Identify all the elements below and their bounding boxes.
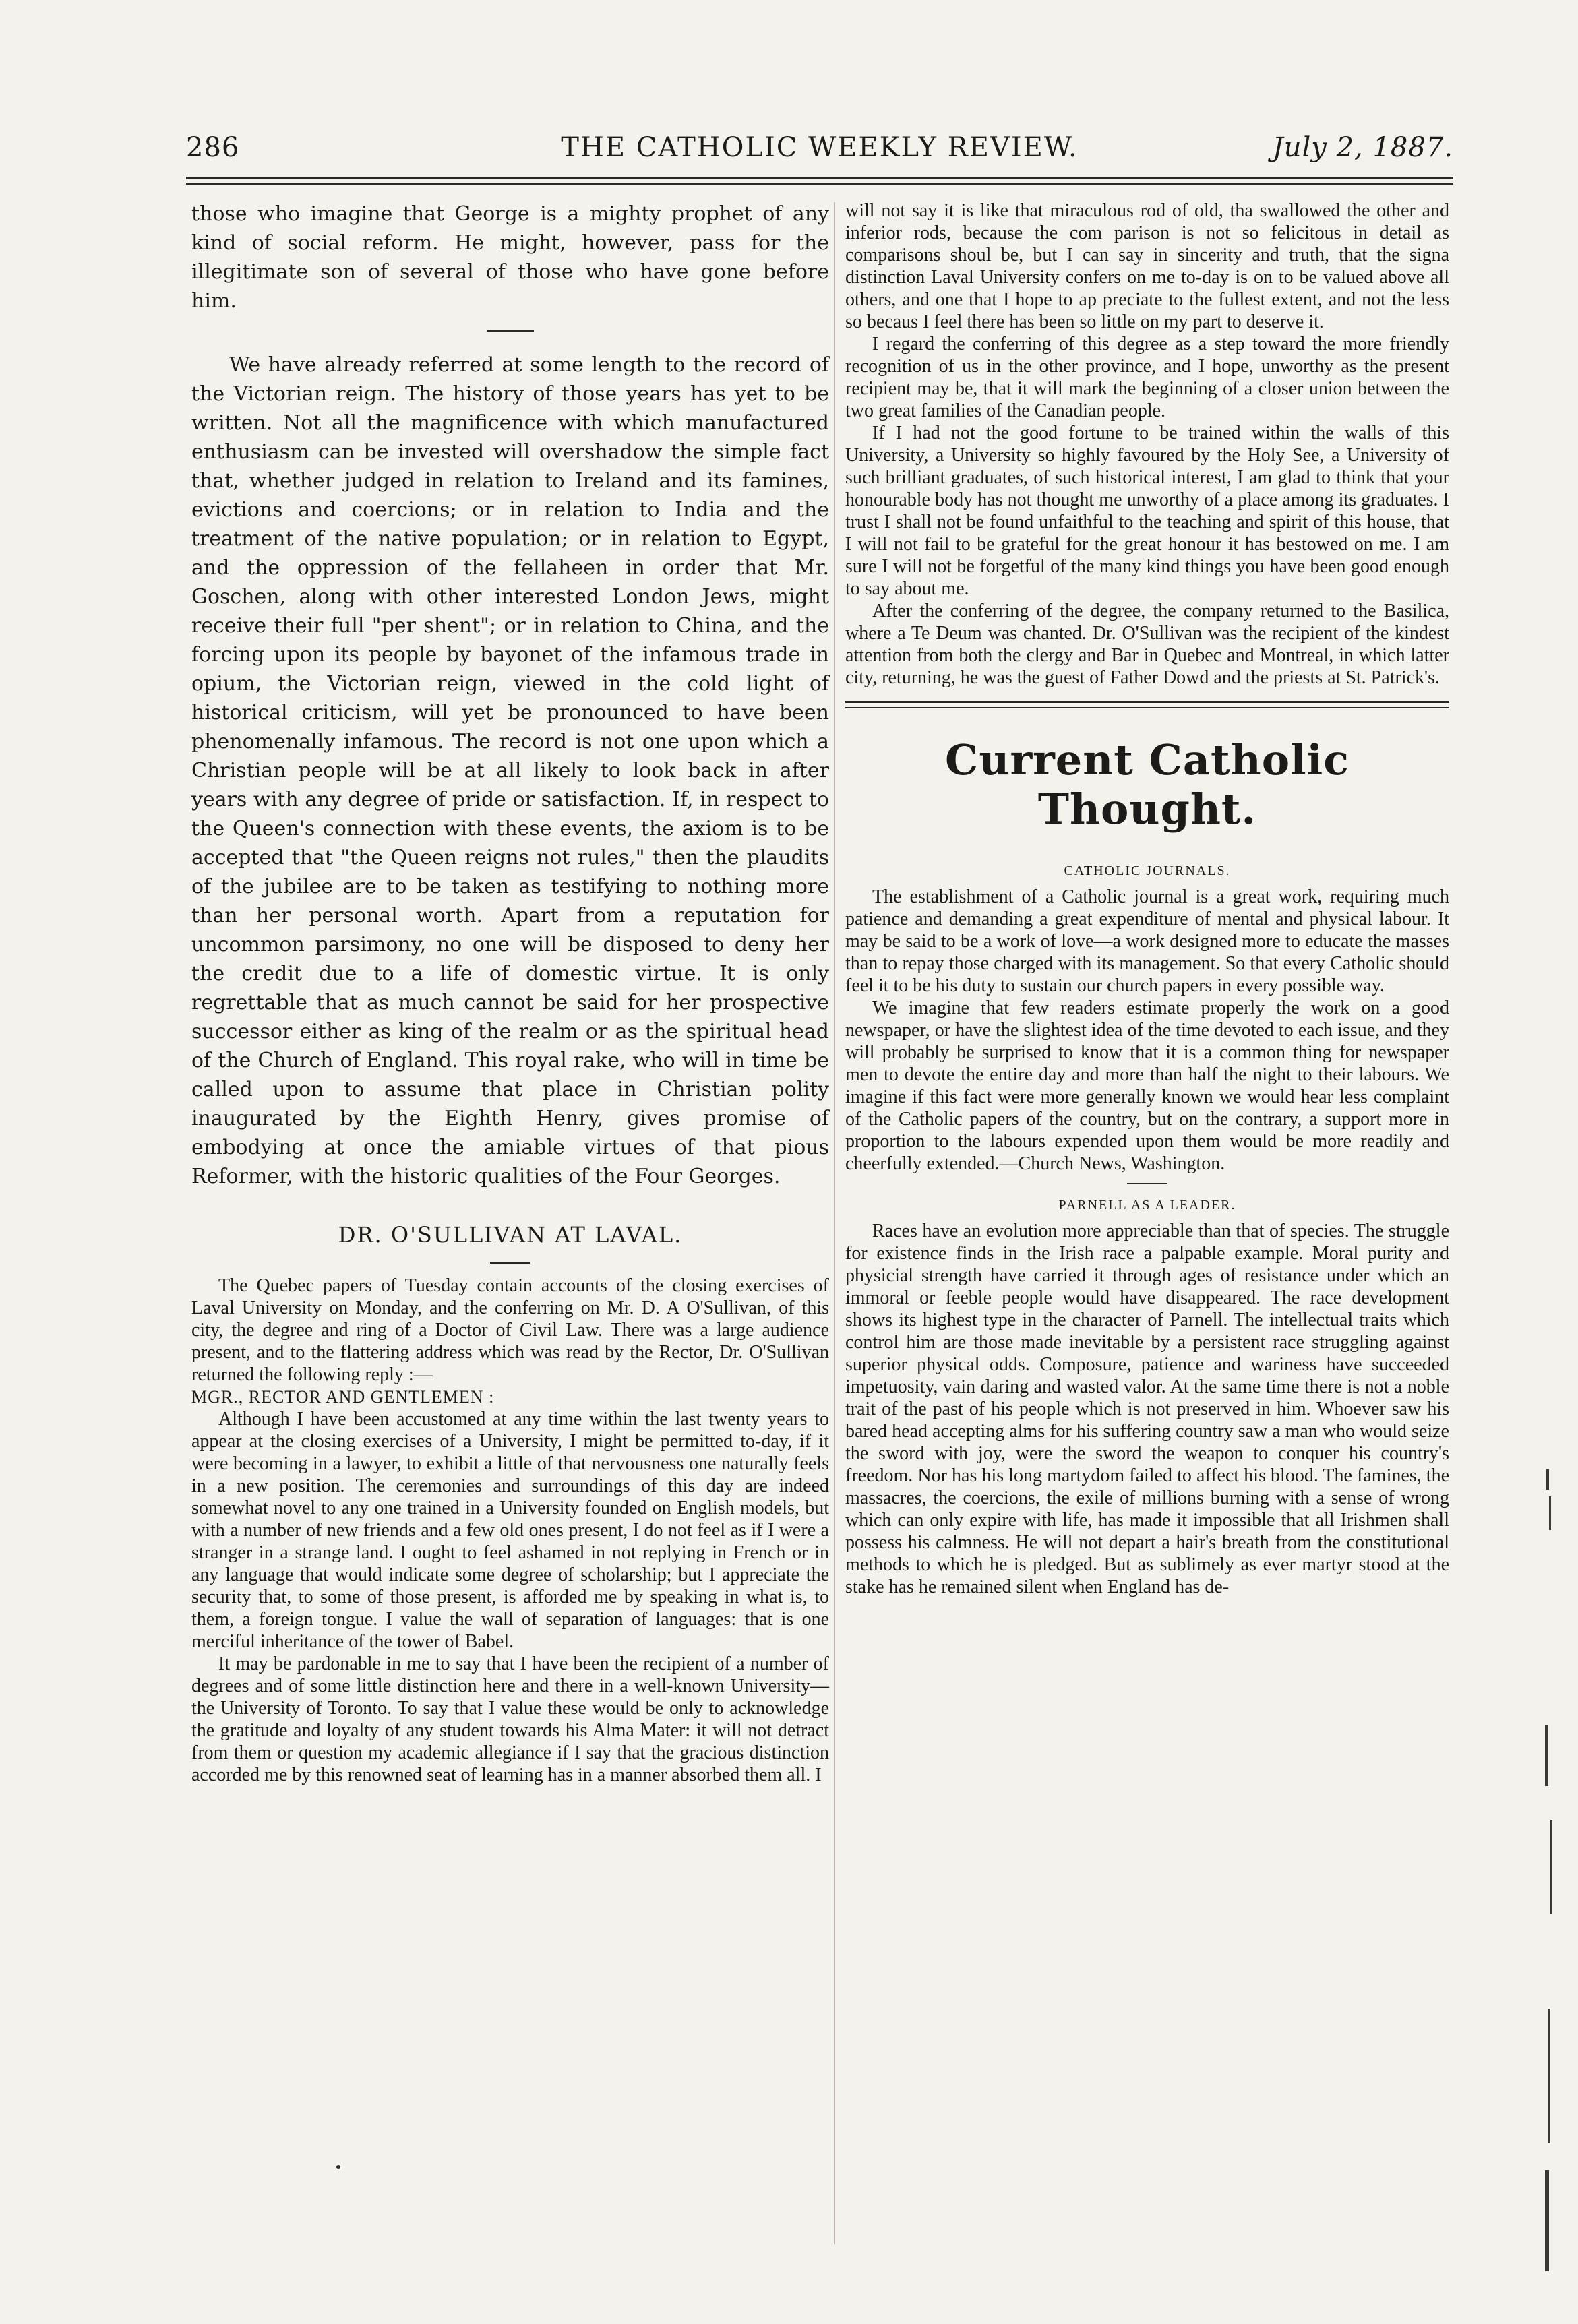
reply-paragraph-1: Although I have been accustomed at any time within the last twenty years to appear at the closing exercises of a University, I might be permitted to-day, if it were becoming in a lawyer, to exhibit a little of that nervousness one naturally feels in a new position. The ceremonies and surroundings of this day are indeed somewhat novel to any one trained in a University founded on English models, but with a number of new friends and a few old ones present, I do not feel as if I were a stranger in a strange land. I ought to feel ashamed in not replying in French or in any language that would indicate some degree of scholarship; but I appreciate the security that, to some of those present, is afforded me by speaking in what is, to them, a foreign tongue. I value the wall of separation of languages: that is one merciful inheritance of the tower of Babel. bbox=[191, 1409, 829, 1652]
parnell-paragraph: Races have an evolution more appreciable than that of species. The struggle for existence finds in the Irish race a palpable example. Moral purity and physicial strength have carried it through ages of resistance under which an immoral or feeble people would have disappeared. The race development shows its highest type in the character of Parnell. The intellectual traits which control him are those made inevitable by a persistent race struggling against superior physical odds. Composure, patience and wariness have succeeded impetuosity, vain daring and wasted valor. At the same time there is not a noble trait of the past of his people which is not preserved in him. Whoever saw his bared head accepting alms for his suffering country saw a man who would seize the sword with joy, were the sword the weapon to conquer his country's freedom. Nor has his long martydom failed to affect his blood. The famines, the massacres, the coercions, the exile of millions burning with a sense of wrong which can only expire with life, has made it impossible that all Irishmen shall possess his calmness. He will not depart a hair's breath from the constitutional methods to which he is pledged. But as sublimely as ever martyr stood at the stake has he remained silent when England has de- bbox=[845, 1221, 1449, 1597]
section-title: Current Catholic Thought. bbox=[945, 735, 1349, 834]
reply-paragraph-continued: will not say it is like that miraculous rod of old, tha swallowed the other and inferior rods, because the com parison is not so felicitous in detail as comparisons shoul be, but I can say in sincerity and truth, that the signa distinction Laval University confers on me to-day is on to be valued above all others, and one that I hope to ap preciate to the fullest extent, and not the less so becaus I feel there has been so little on my part to deserve it. bbox=[845, 200, 1449, 332]
article-intro-paragraph: The Quebec papers of Tuesday contain accounts of the closing exercises of Laval University on Monday, and the conferring on Mr. D. A O'Sullivan, of this city, the degree and ring of a Doctor of Civil Law. There was a large audience present, and to the flattering address which was read by the Rector, Dr. O'Sullivan returned the following reply :— bbox=[191, 1275, 829, 1385]
subsection-separator bbox=[1127, 1183, 1167, 1184]
subsection-heading: CATHOLIC JOURNALS. bbox=[1064, 863, 1231, 878]
article-heading: DR. O'SULLIVAN AT LAVAL. bbox=[338, 1222, 683, 1248]
header-rule-thin bbox=[186, 183, 1453, 185]
left-column bbox=[191, 200, 829, 1786]
header-rule-thick bbox=[186, 177, 1453, 179]
right-column bbox=[845, 200, 1449, 1598]
page-header bbox=[186, 132, 1453, 173]
subsection-heading: PARNELL AS A LEADER. bbox=[1058, 1198, 1236, 1213]
continued-paragraph: those who imagine that George is a mighty prophet of any kind of social reform. He might, however, pass for the illegitimate son of several of those who have gone before him. bbox=[191, 202, 829, 313]
article-closing-paragraph: After the conferring of the degree, the company returned to the Basilica, where a Te Deum was chanted. Dr. O'Sullivan was the recipient of the kindest attention from both the clergy and Bar in Quebec and Montreal, in which latter city, returning, he was the guest of Father Dowd and the priests at St. Patrick's. bbox=[845, 601, 1449, 688]
reply-paragraph-4: If I had not the good fortune to be trained within the walls of this University, a University so highly favoured by the Holy See, a University of such brilliant graduates, of such historical interest, I am glad to think that your honourable body has not thought me unworthy of a place among its graduates. I trust I shall not be found unfaithful to the teaching and spirit of this house, that I will not fail to be grateful for the great honour it has bestowed on me. I am sure I will not be forgetful of the many kind things you have been good enough to say about me. bbox=[845, 423, 1449, 599]
margin-ink-marks bbox=[1544, 1348, 1557, 2292]
journals-paragraph-1: The establishment of a Catholic journal is a great work, requiring much patience and demanding a great expenditure of mental and physical labour. It may be said to be a work of love—a work designed more to educate the masses than to repay those charged with its management. So that every Catholic should feel it to be his duty to sustain our church papers in every possible way. bbox=[845, 886, 1449, 996]
issue-date: July 2, 1887. bbox=[1272, 132, 1453, 163]
reply-paragraph-3: I regard the conferring of this degree as a step toward the more friendly recognition of us in the other province, and I hope, unworthy as the present recipient may be, that it will mark the beginning of a closer union between the two great families of the Canadian people. bbox=[845, 334, 1449, 421]
publication-title: THE CATHOLIC WEEKLY REVIEW. bbox=[561, 132, 1079, 163]
salutation: MGR., RECTOR AND GENTLEMEN : bbox=[191, 1387, 495, 1407]
section-separator bbox=[487, 330, 534, 332]
ink-speck bbox=[336, 2165, 340, 2169]
section-double-rule bbox=[845, 701, 1449, 708]
page-number: 286 bbox=[186, 132, 240, 163]
journals-paragraph-2: We imagine that few readers estimate properly the work on a good newspaper, or have the slightest idea of the time devoted to each issue, and they will probably be surprised to know that it is a common thing for newspaper men to devote the entire day and more than half the night to their labours. We imagine if this fact were more generally known we would hear less complaint of the Catholic papers of the country, but on the contrary, a support more in proportion to the labours expended upon them would be more readily and cheerfully extended.—Church News, Washington. bbox=[845, 998, 1449, 1174]
victorian-reign-paragraph: We have already referred at some length to the record of the Victorian reign. The history of those years has yet to be written. Not all the magnificence with which manufactured enthusiasm can be invested will overshadow the simple fact that, whether judged in relation to Ireland and its famines, evictions and coercions; or in relation to India and the treatment of the native population; or in relation to Egypt, and the oppression of the fellaheen in order that Mr. Goschen, along with other interested London Jews, might receive their full "per shent"; or in relation to China, and the forcing upon its people by bayonet of the infamous trade in opium, the Victorian reign, viewed in the cold light of historical criticism, will yet be pronounced to have been phenomenally infamous. The record is not one upon which a Christian people will be at all likely to look back in after years with any degree of pride or satisfaction. If, in respect to the Queen's connection with these events, the axiom is to be accepted that "the Queen reigns not rules," then the plaudits of the jubilee are to be taken as testifying to nothing more than her personal worth. Apart from a reputation for uncommon parsimony, no one will be disposed to deny her the credit due to a life of domestic virtue. It is only regrettable that as much cannot be said for her prospective successor either as king of the realm or as the spiritual head of the Church of England. This royal rake, who will in time be called upon to assume that place in Christian polity inaugurated by the Eighth Henry, gives promise of embodying at once the amiable virtues of that pious Reformer, with the historic qualities of the Four Georges. bbox=[191, 353, 829, 1188]
column-divider bbox=[834, 202, 835, 2244]
heading-separator bbox=[490, 1262, 530, 1264]
reply-paragraph-2: It may be pardonable in me to say that I have been the recipient of a number of degrees and of some little distinction here and there in a well-known University—the University of Toronto. To say that I value these would be only to acknowledge the gratitude and loyalty of any student towards his Alma Mater: it will not detract from them or question my academic allegiance if I say that the gracious distinction accorded me by this renowned seat of learning has in a manner absorbed them all. I bbox=[191, 1653, 829, 1785]
